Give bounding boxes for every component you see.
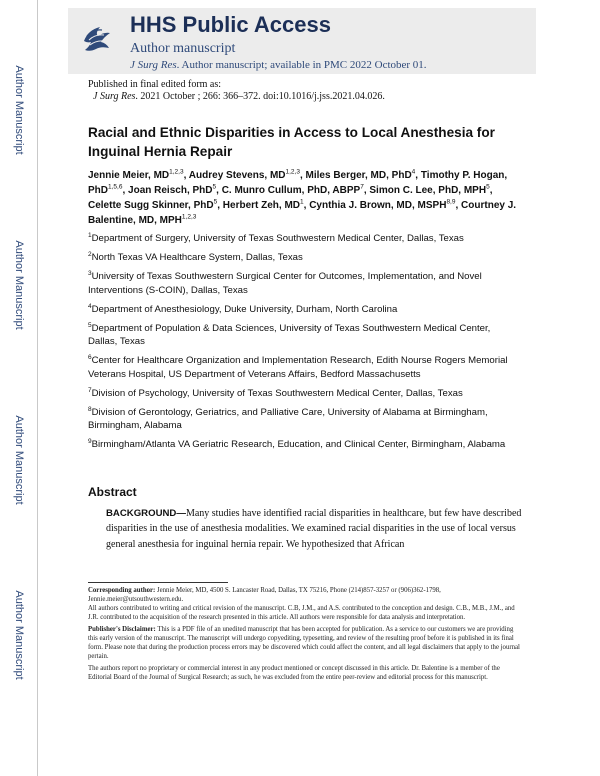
affiliation: $^2$North Texas VA Healthcare System, Dallas, Texas [88, 251, 303, 264]
author: Timothy P. Hogan, PhD$^{1,5,6}$ [88, 170, 508, 196]
sidebar-label: Author Manuscript [13, 590, 25, 680]
sidebar-label: Author Manuscript [13, 240, 25, 330]
corresponding-author-note: Corresponding author: Jennie Meier, MD, 4500 S. Lancaster Road, Dallas, TX 75216, Phone (214)857-3257 or (906)362-1798, Jennie.meier@utsouthwestern.edu. All authors contributed to writing and critical revision of the manuscript. C.B, J.M., and A.S. contributed to the conception and design. C.B., M.B., J.M., and J.R. contributed to the acquisition of the research presented in this article. All authors were responsible for data analysis and interpretation. [88, 587, 515, 621]
author-manuscript-label: Author manuscript [130, 41, 236, 56]
author: Cynthia J. Brown, MD, MSPH$^{8,9}$ [309, 198, 456, 211]
abstract-heading: Abstract [88, 485, 137, 499]
availability-text: . Author manuscript; available in PMC 2022 October 01. [176, 59, 427, 71]
author-list: Jennie Meier, MD$^{1,2,3}$, Audrey Stevens, MD$^{1,2,3}$, Miles Berger, MD, PhD$^4$, Timothy P. Hogan, PhD$^{1,5,6}$, Joan Reisch, PhD$^5$, C. Munro Cullum, PhD, ABPP$^7$, Simon C. Lee, PhD, MPH$^5$, Celette Sugg Skinner, PhD$^5$, Herbert Zeh, $MD^1$, Cynthia J. Brown, MD, MSPH$^{8,9}$, Courtney J. Balentine, MD, MPH$^{1,2,3}$ [88, 168, 517, 226]
affiliation: $^8$Division of Gerontology, Geriatrics, and Palliative Care, University of Alabama at Birmingham, Birmingham, Alabama [88, 405, 488, 432]
hhs-public-access-title: HHS Public Access [130, 12, 331, 37]
author: Joan Reisch, PhD$^5$ [128, 183, 217, 196]
sidebar-label: Author Manuscript [13, 65, 25, 155]
author: Jennie Meier, MD$^{1,2,3}$ [88, 168, 184, 181]
affiliation: $^3$University of Texas Southwestern Surgical Center for Outcomes, Implementation, and Novel Interventions (S-COIN), Dallas, Texas [88, 270, 482, 296]
affiliation: $^5$Department of Population & Data Sciences, University of Texas Southwestern Medical Center, Dallas, Texas [88, 321, 491, 348]
author: Audrey Stevens, MD$^{1,2,3}$ [188, 168, 300, 181]
availability-line [130, 59, 427, 71]
publisher-disclaimer: Publisher's Disclaimer: This is a PDF file of an unedited manuscript that has been accepted for publication. As a service to our customers we are providing this early version of the manuscript. The manuscript will undergo copyediting, typesetting, and review of the resulting proof before it is published in its final form. Please note that during the production process errors may be discovered which could affect the content, and all legal disclaimers that apply to the journal pertain. [88, 626, 520, 660]
hhs-header-banner [68, 8, 536, 74]
affiliation-list [88, 232, 520, 458]
published-in-label: Published in final edited form as: [88, 79, 222, 90]
citation-details: . 2021 October ; 266: 366–372. doi:10.1016/j.jss.2021.04.026. [135, 91, 385, 102]
affiliation: $^1$Department of Surgery, University of Texas Southwestern Medical Center, Dallas, Texas [88, 231, 464, 244]
author: Celette Sugg Skinner, PhD$^5$ [88, 198, 218, 211]
journal-name: J Surg Res [130, 59, 177, 71]
author: C. Munro Cullum, PhD, ABPP$^7$ [221, 183, 364, 196]
author: Simon C. Lee, PhD, MPH$^5$ [369, 183, 490, 196]
sidebar-divider [37, 0, 38, 776]
article-title: Racial and Ethnic Disparities in Access to Local Anesthesia for Inguinal Hernia Repair [88, 125, 495, 159]
footnotes [88, 586, 524, 685]
contributions-note: All authors contributed to writing and critical revision of the manuscript. C.B, J.M., and A.S. contributed to the conception and design. C.B., M.B., J.M., and J.R. contributed to the acquisition of the research presented in this article. All authors were responsible for data analysis and interpretation. [88, 605, 515, 621]
sidebar-label: Author Manuscript [13, 415, 25, 505]
author: Courtney J. Balentine, MD, MPH$^{1,2,3}$ [88, 200, 517, 226]
affiliation: $^4$Department of Anesthesiology, Duke University, Durham, North Carolina [88, 302, 398, 315]
abstract-background [106, 506, 524, 552]
abstract-label: BACKGROUND— [106, 508, 186, 519]
footnote-divider [88, 582, 228, 583]
author: Herbert Zeh, $MD^1$ [222, 198, 304, 211]
citation-journal: J Surg Res [93, 91, 136, 102]
hhs-eagle-icon [79, 21, 115, 57]
citation [93, 91, 385, 102]
affiliation: $^9$Birmingham/Atlanta VA Geriatric Research, Education, and Clinical Center, Birmingham, Alabama [88, 438, 506, 451]
author: Miles Berger, MD, PhD$^4$ [305, 168, 416, 181]
affiliation: $^7$Division of Psychology, University of Texas Southwestern Medical Center, Dallas, Texas [88, 386, 463, 399]
abstract-text: Many studies have identified racial disparities in healthcare, but few have described disparities in the use of anesthesia modalities. We examined racial disparities in the use of local versus general anesthesia for inguinal hernia repair. We hypothesized that African [106, 508, 522, 550]
affiliation: $^6$Center for Healthcare Organization and Implementation Research, Edith Nourse Rogers Memorial Veterans Hospital, US Department of Veterans Affairs, Bedford Massachusetts [88, 354, 508, 380]
conflict-note: The authors report no proprietary or commercial interest in any product mentioned or concept discussed in this article. Dr. Balentine is a member of the Editorial Board of the Journal of Surgical Research; as such, he was excluded from the entire peer-review and editorial process for this manuscript. [88, 665, 500, 681]
